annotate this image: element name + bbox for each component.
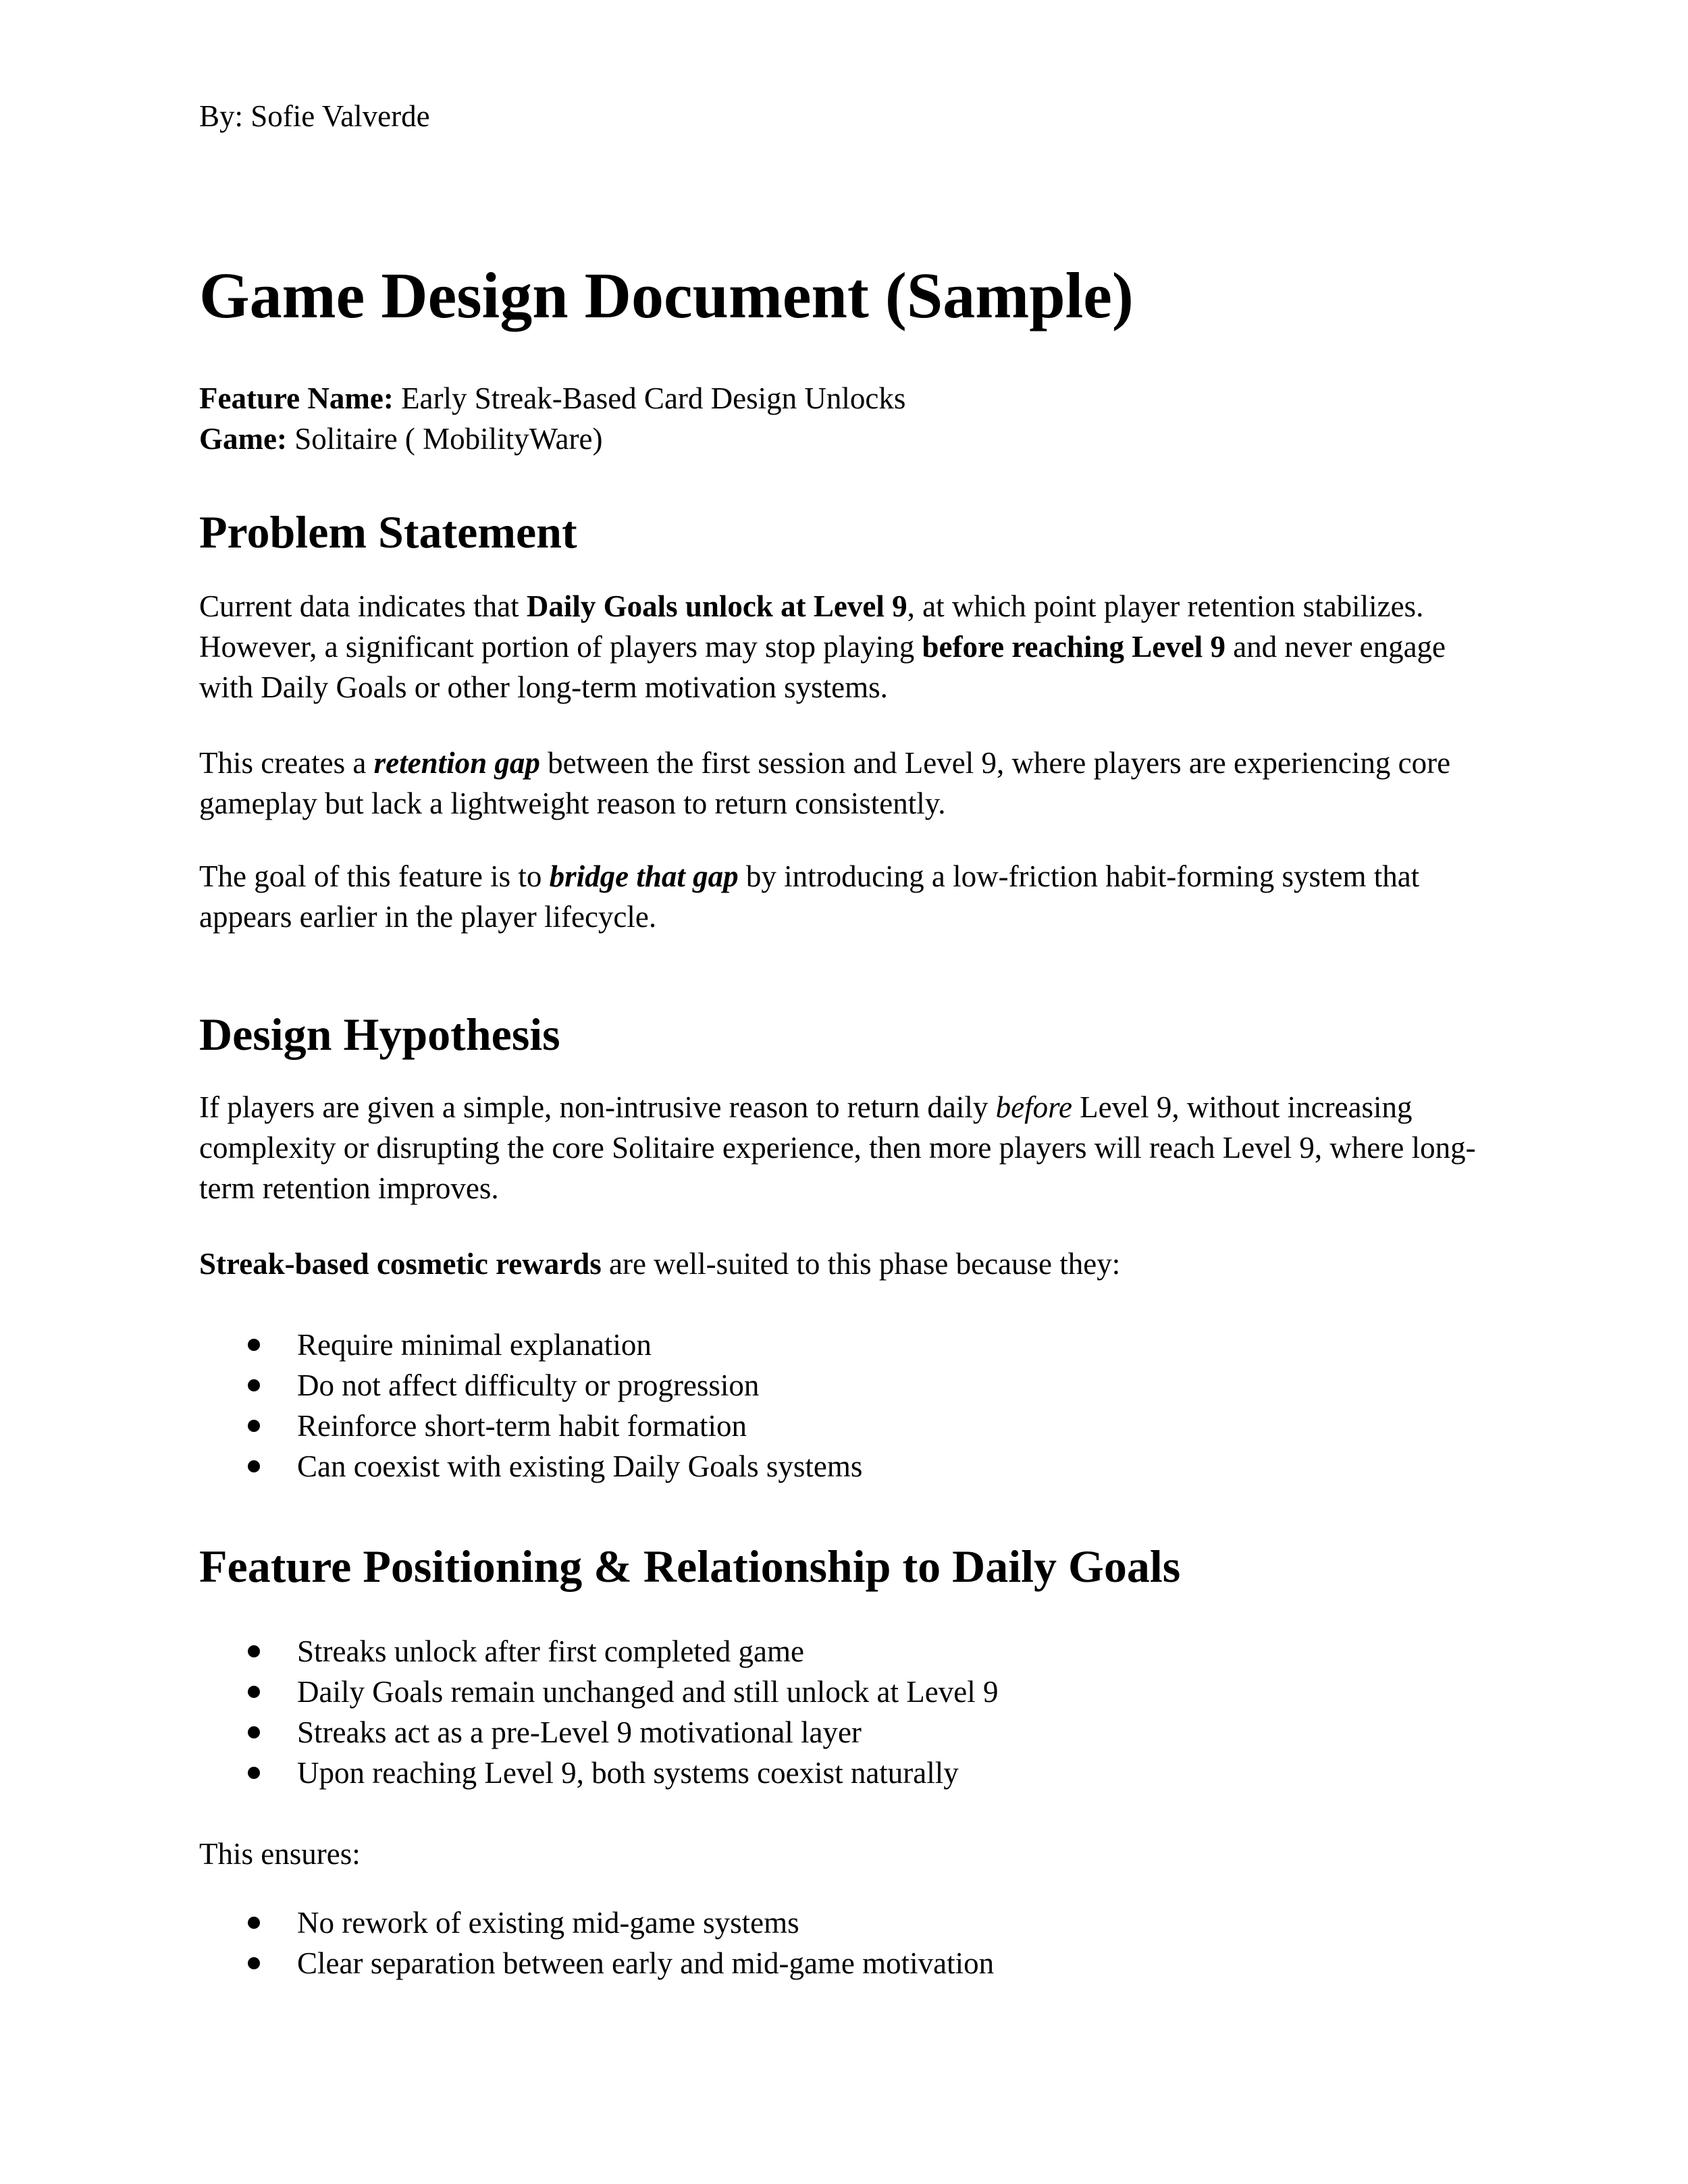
list-item-text: Do not affect difficulty or progression: [297, 1368, 760, 1402]
text-run: between the first session and Level 9, where players are experiencing core gameplay but lack a lightweight reason to return consistently.: [199, 746, 1451, 820]
list-item: [199, 1753, 998, 1793]
list-item: [199, 1902, 994, 1943]
list-item-text: Reinforce short-term habit formation: [297, 1409, 747, 1443]
feature-positioning-heading: Feature Positioning & Relationship to Daily Goals: [199, 1541, 1181, 1592]
italic-run: before: [995, 1090, 1072, 1124]
ensures-bullet-list: [199, 1902, 994, 1983]
list-item-text: No rework of existing mid-game systems: [297, 1906, 799, 1940]
bullet-icon: [248, 1420, 260, 1432]
hypothesis-bullet-list: [199, 1325, 862, 1487]
bold-italic-run: bridge that gap: [549, 859, 739, 893]
bold-run: Daily Goals unlock at Level 9: [526, 589, 907, 623]
document-title: Game Design Document (Sample): [199, 259, 1134, 331]
bullet-icon: [248, 1645, 260, 1657]
text-run: and never engage with Daily Goals or other long-term motivation systems.: [199, 630, 1446, 704]
hypothesis-paragraph-1: [199, 1087, 1496, 1208]
design-hypothesis-heading: Design Hypothesis: [199, 1009, 560, 1060]
author-line: By: Sofie Valverde: [199, 99, 430, 133]
text-run: This creates a: [199, 746, 374, 780]
problem-paragraph-3: [199, 856, 1496, 937]
text-run: , at which point player retention stabilizes. However, a significant portion of players may stop playing: [199, 589, 1424, 664]
text-run: The goal of this feature is to: [199, 859, 550, 893]
bold-italic-run: retention gap: [373, 746, 540, 780]
feature-name-line: [199, 378, 905, 419]
bullet-icon: [248, 1339, 260, 1351]
list-item-text: Clear separation between early and mid-game motivation: [297, 1946, 995, 1980]
feature-meta: [199, 378, 905, 459]
problem-paragraph-1: [199, 586, 1496, 708]
list-item: [199, 1406, 862, 1446]
text-run: Level 9, without increasing complexity or disrupting the core Solitaire experience, then more players will reach Level 9, where long-term retention improves.: [199, 1090, 1476, 1205]
bullet-icon: [248, 1726, 260, 1738]
text-run: Current data indicates that: [199, 589, 527, 623]
list-item: [199, 1943, 994, 1983]
list-item-text: Can coexist with existing Daily Goals systems: [297, 1449, 863, 1483]
feature-name-value: Early Streak-Based Card Design Unlocks: [393, 381, 906, 415]
text-run: If players are given a simple, non-intrusive reason to return daily: [199, 1090, 996, 1124]
bullet-icon: [248, 1686, 260, 1698]
game-line: [199, 419, 905, 459]
text-run: by introducing a low-friction habit-forming system that appears earlier in the player lifecycle.: [199, 859, 1420, 934]
list-item: [199, 1446, 862, 1487]
bullet-icon: [248, 1460, 260, 1472]
bold-run: before reaching Level 9: [922, 630, 1225, 664]
list-item-text: Streaks unlock after first completed game: [297, 1634, 804, 1668]
list-item: [199, 1325, 862, 1365]
list-item-text: Daily Goals remain unchanged and still unlock at Level 9: [297, 1675, 999, 1709]
list-item: [199, 1365, 862, 1406]
ensures-line: This ensures:: [199, 1837, 361, 1871]
bullet-icon: [248, 1767, 260, 1779]
bullet-icon: [248, 1379, 260, 1391]
problem-paragraph-2: [199, 743, 1496, 824]
problem-statement-heading: Problem Statement: [199, 506, 577, 558]
bold-run: Streak-based cosmetic rewards: [199, 1247, 602, 1281]
game-value: Solitaire ( MobilityWare): [286, 422, 603, 456]
bullet-icon: [248, 1917, 260, 1929]
bullet-icon: [248, 1957, 260, 1969]
list-item: [199, 1631, 998, 1672]
list-item-text: Require minimal explanation: [297, 1328, 652, 1362]
positioning-bullet-list: [199, 1631, 998, 1793]
hypothesis-paragraph-2: [199, 1244, 1496, 1284]
text-run: are well-suited to this phase because they:: [601, 1247, 1121, 1281]
list-item-text: Upon reaching Level 9, both systems coexist naturally: [297, 1756, 959, 1790]
game-label: Game:: [199, 422, 287, 456]
list-item: [199, 1672, 998, 1712]
list-item-text: Streaks act as a pre-Level 9 motivational layer: [297, 1715, 862, 1749]
list-item: [199, 1712, 998, 1753]
feature-name-label: Feature Name:: [199, 381, 394, 415]
